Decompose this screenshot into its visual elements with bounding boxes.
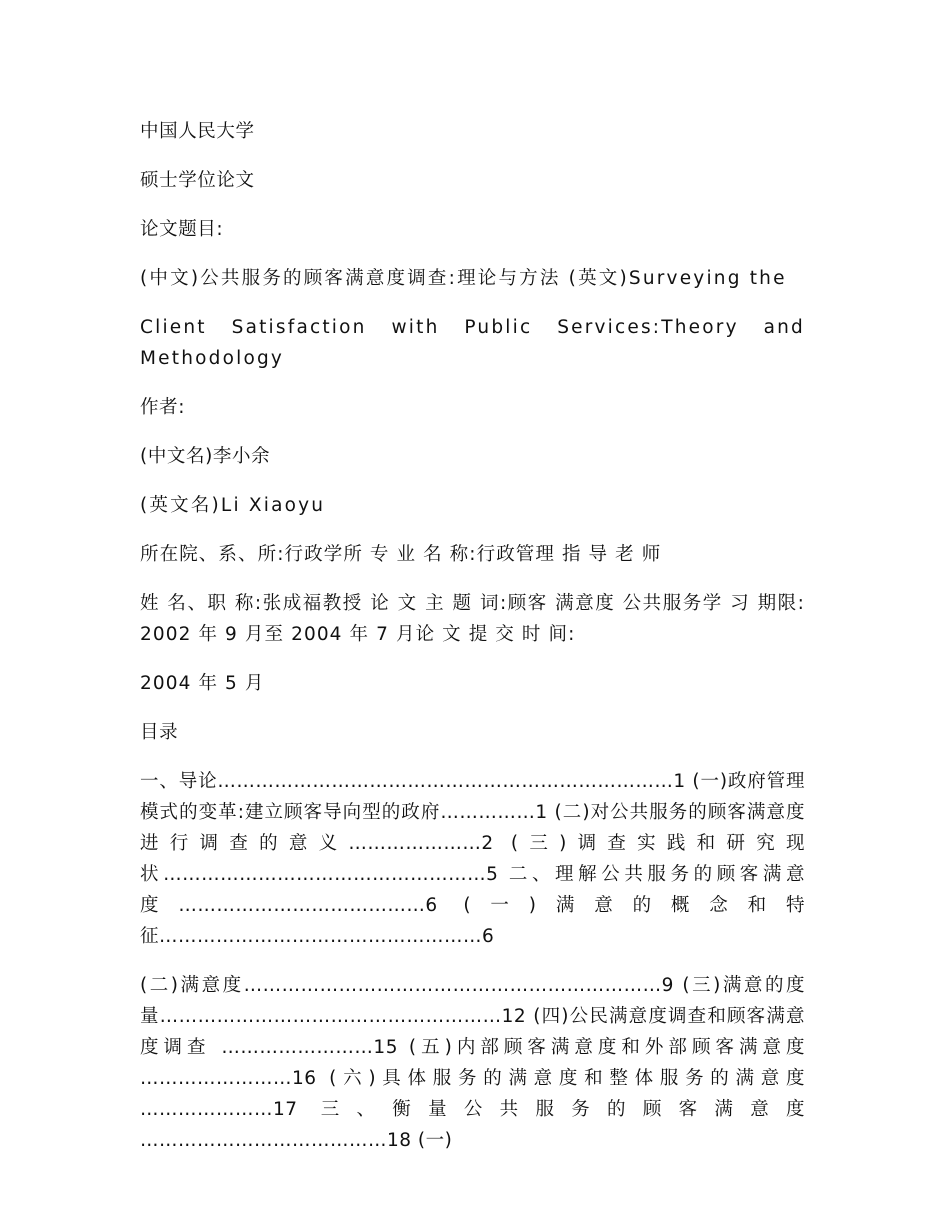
department-line: 所在院、系、所:行政学所 专 业 名 称:行政管理 指 导 老 师 — [140, 544, 662, 565]
thesis-title-chinese: (中文)公共服务的顾客满意度调查:理论与方法 (英文)Surveying the — [140, 268, 787, 289]
degree-type: 硕士学位论文 — [140, 170, 255, 191]
document-body — [140, 116, 805, 1174]
author-name-english: (英文名)Li Xiaoyu — [140, 495, 326, 516]
thesis-title-label: 论文题目: — [140, 219, 224, 240]
author-label: 作者: — [140, 397, 186, 418]
toc-heading: 目录 — [140, 722, 179, 743]
toc-block-2: (二)满意度…………………………………………………………9 (三)满意的度量………………………………………………12 (四)公民满意度调查和顾客满意度调查 ……………………15 (五)内部顾客满意度和外部顾客满意度 ……………………16 (六)具体服务的满意度和整体服务的满意度 …………………17 三、衡量公共服务的顾客满意度 …………………………………18 (一) — [140, 975, 805, 1151]
author-name-chinese: (中文名)李小余 — [140, 446, 271, 467]
thesis-title-english: Client Satisfaction with Public Services:Theory and Methodology — [140, 317, 805, 369]
advisor-keywords-period-line: 姓 名、职 称:张成福教授 论 文 主 题 词:顾客 满意度 公共服务学 习 期限: 2002 年 9 月至 2004 年 7 月论 文 提 交 时 间: — [140, 593, 805, 645]
university-name: 中国人民大学 — [140, 121, 255, 142]
submission-date: 2004 年 5 月 — [140, 673, 265, 694]
toc-block-1: 一、导论………………………………………………………………1 (一)政府管理模式的变革:建立顾客导向型的政府……………1 (二)对公共服务的顾客满意度进行调查的意义…………………2 (三)调查实践和研究现状……………………………………………5 二、理解公共服务的顾客满意度…………………………………6 (一)满意的概念和特征……………………………………………6 — [140, 771, 805, 947]
